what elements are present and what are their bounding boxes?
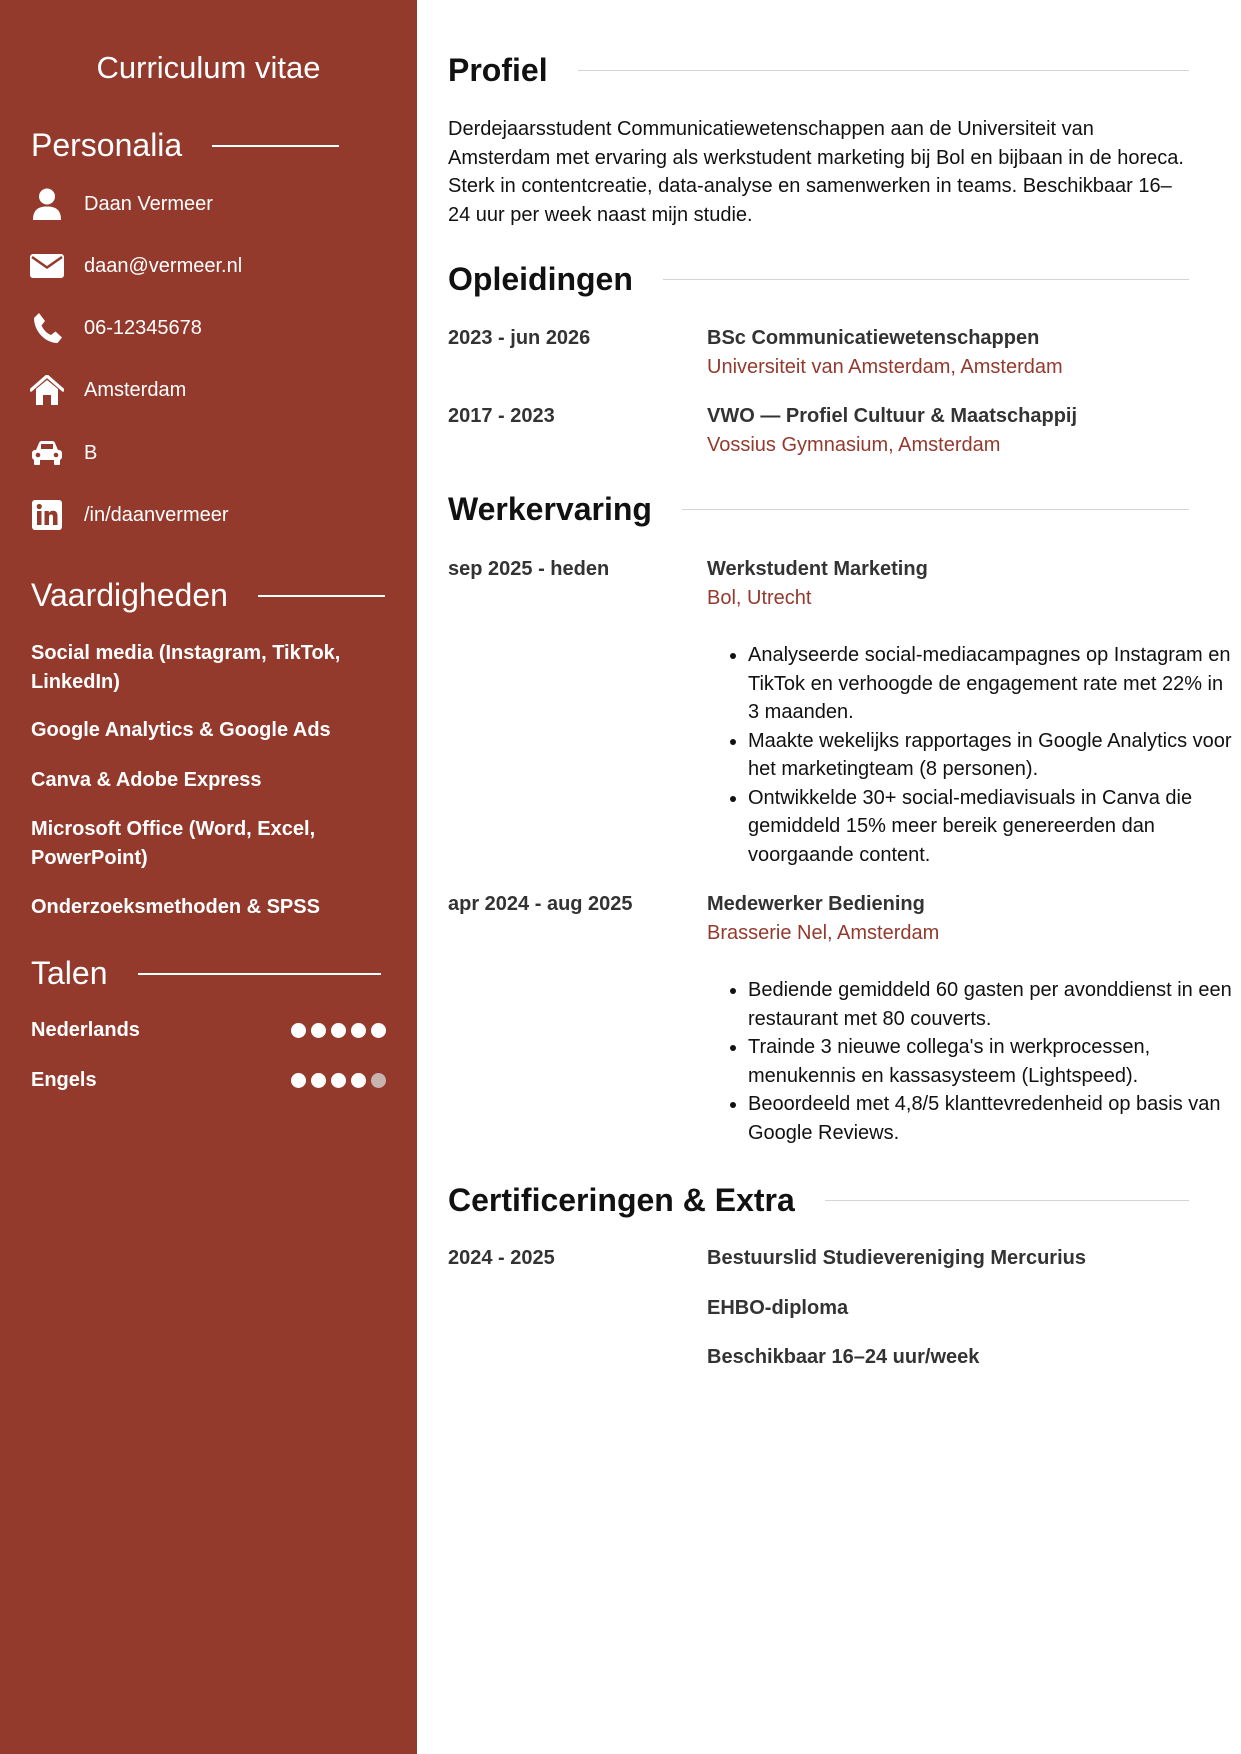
skill-item: Google Analytics & Google Ads xyxy=(31,719,331,741)
extra-heading-label: Certificeringen & Extra xyxy=(448,1182,795,1218)
heading-rule xyxy=(212,145,339,147)
extra-title: EHBO-diploma xyxy=(707,1297,849,1319)
extra-title: Bestuurslid Studievereniging Mercurius xyxy=(707,1247,1086,1269)
level-dot xyxy=(311,1073,326,1088)
job-bullet: • Maakte wekelijks rapportages in Google Analytics voor het marketingteam (8 personen). xyxy=(748,727,1238,784)
work-heading-label: Werkervaring xyxy=(448,491,652,527)
skill-item: Canva & Adobe Express xyxy=(31,769,262,791)
language-name: Engels xyxy=(31,1069,97,1091)
contact-phone xyxy=(30,311,202,345)
heading-rule xyxy=(138,973,381,975)
heading-rule xyxy=(258,595,385,597)
contact-city xyxy=(30,373,186,407)
contact-linkedin xyxy=(30,498,229,532)
job-bullet: • Analyseerde social-mediacampagnes op Instagram en TikTok en verhoogde de engagement rate met 22% in 3 maanden. xyxy=(748,641,1238,727)
linkedin-icon xyxy=(30,498,64,532)
profile-heading-label: Profiel xyxy=(448,52,548,88)
level-dot xyxy=(291,1023,306,1038)
education-school: Vossius Gymnasium, Amsterdam xyxy=(707,434,1001,456)
job-title: Medewerker Bediening xyxy=(707,893,925,915)
linkedin-link[interactable]: /in/daanvermeer xyxy=(84,503,229,526)
language-level-dots xyxy=(286,1023,386,1038)
language-row xyxy=(31,1019,386,1042)
profile-heading xyxy=(448,52,1189,89)
job-bullet: • Beoordeeld met 4,8/5 klanttevredenheid op basis van Google Reviews. xyxy=(748,1090,1238,1147)
personal-heading xyxy=(31,127,339,164)
job-title: Werkstudent Marketing xyxy=(707,558,928,580)
skill-item: Social media (Instagram, TikTok, LinkedIn) xyxy=(31,642,341,693)
job-date: sep 2025 - heden xyxy=(448,558,610,580)
level-dot xyxy=(351,1023,366,1038)
skill-item: Microsoft Office (Word, Excel, PowerPoint) xyxy=(31,818,316,869)
level-dot xyxy=(331,1073,346,1088)
contact-email xyxy=(30,249,242,283)
cv-title: Curriculum vitae xyxy=(96,50,321,85)
level-dot xyxy=(371,1023,386,1038)
skill-item: Onderzoeksmethoden & SPSS xyxy=(31,896,320,918)
education-title: BSc Communicatiewetenschappen xyxy=(707,327,1040,349)
person-icon xyxy=(30,187,64,221)
name-text: Daan Vermeer xyxy=(84,192,213,215)
heading-rule xyxy=(682,509,1189,510)
skills-heading-label: Vaardigheden xyxy=(31,577,228,613)
level-dot xyxy=(311,1023,326,1038)
city-text: Amsterdam xyxy=(84,378,187,401)
extra-title: Beschikbaar 16–24 uur/week xyxy=(707,1346,980,1368)
profile-text: Derdejaarsstudent Communicatiewetenschappen aan de Universiteit van Amsterdam met ervaring als werkstudent marketing bij Bol en bijbaan in de horeca. Sterk in contentcreatie, data-analyse en samenwerken in teams. Beschikbaar 16–24 uur per week naast mijn studie. xyxy=(448,118,1184,226)
level-dot xyxy=(351,1073,366,1088)
level-dot-empty xyxy=(371,1073,386,1088)
languages-heading-label: Talen xyxy=(31,955,108,991)
contact-license xyxy=(30,436,97,470)
extra-date: 2024 - 2025 xyxy=(448,1247,555,1269)
education-date: 2023 - jun 2026 xyxy=(448,327,591,349)
level-dot xyxy=(291,1073,306,1088)
heading-rule xyxy=(825,1200,1189,1201)
job-bullets xyxy=(707,976,1238,1147)
phone-icon xyxy=(30,311,64,345)
heading-rule xyxy=(578,70,1189,71)
home-icon xyxy=(30,373,64,407)
level-dot xyxy=(331,1023,346,1038)
envelope-icon xyxy=(30,249,64,283)
job-employer: Bol, Utrecht xyxy=(707,587,812,609)
email-link[interactable]: daan@vermeer.nl xyxy=(84,254,243,277)
work-heading xyxy=(448,491,1189,528)
language-level-dots xyxy=(286,1073,386,1088)
contact-name xyxy=(30,187,213,221)
job-employer: Brasserie Nel, Amsterdam xyxy=(707,922,940,944)
job-bullet: • Ontwikkelde 30+ social-mediavisuals in Canva die gemiddeld 15% meer bereik genereerden dan voorgaande content. xyxy=(748,784,1238,870)
education-heading xyxy=(448,261,1189,298)
job-date: apr 2024 - aug 2025 xyxy=(448,893,633,915)
personal-heading-label: Personalia xyxy=(31,127,183,163)
languages-heading xyxy=(31,955,381,992)
car-icon xyxy=(30,436,64,470)
language-name: Nederlands xyxy=(31,1019,140,1041)
phone-text: 06-12345678 xyxy=(84,316,202,339)
sidebar xyxy=(0,0,417,1754)
heading-rule xyxy=(663,279,1189,280)
education-date: 2017 - 2023 xyxy=(448,405,555,427)
education-title: VWO — Profiel Cultuur & Maatschappij xyxy=(707,405,1078,427)
license-text: B xyxy=(84,441,98,464)
education-heading-label: Opleidingen xyxy=(448,261,633,297)
extra-heading xyxy=(448,1182,1189,1219)
skills-heading xyxy=(31,577,385,614)
job-bullet: • Trainde 3 nieuwe collega's in werkprocessen, menukennis en kassasysteem (Lightspeed). xyxy=(748,1033,1238,1090)
language-row xyxy=(31,1069,386,1092)
education-school: Universiteit van Amsterdam, Amsterdam xyxy=(707,356,1063,378)
job-bullets xyxy=(707,641,1238,869)
job-bullet: • Bediende gemiddeld 60 gasten per avonddienst in een restaurant met 80 couverts. xyxy=(748,976,1238,1033)
